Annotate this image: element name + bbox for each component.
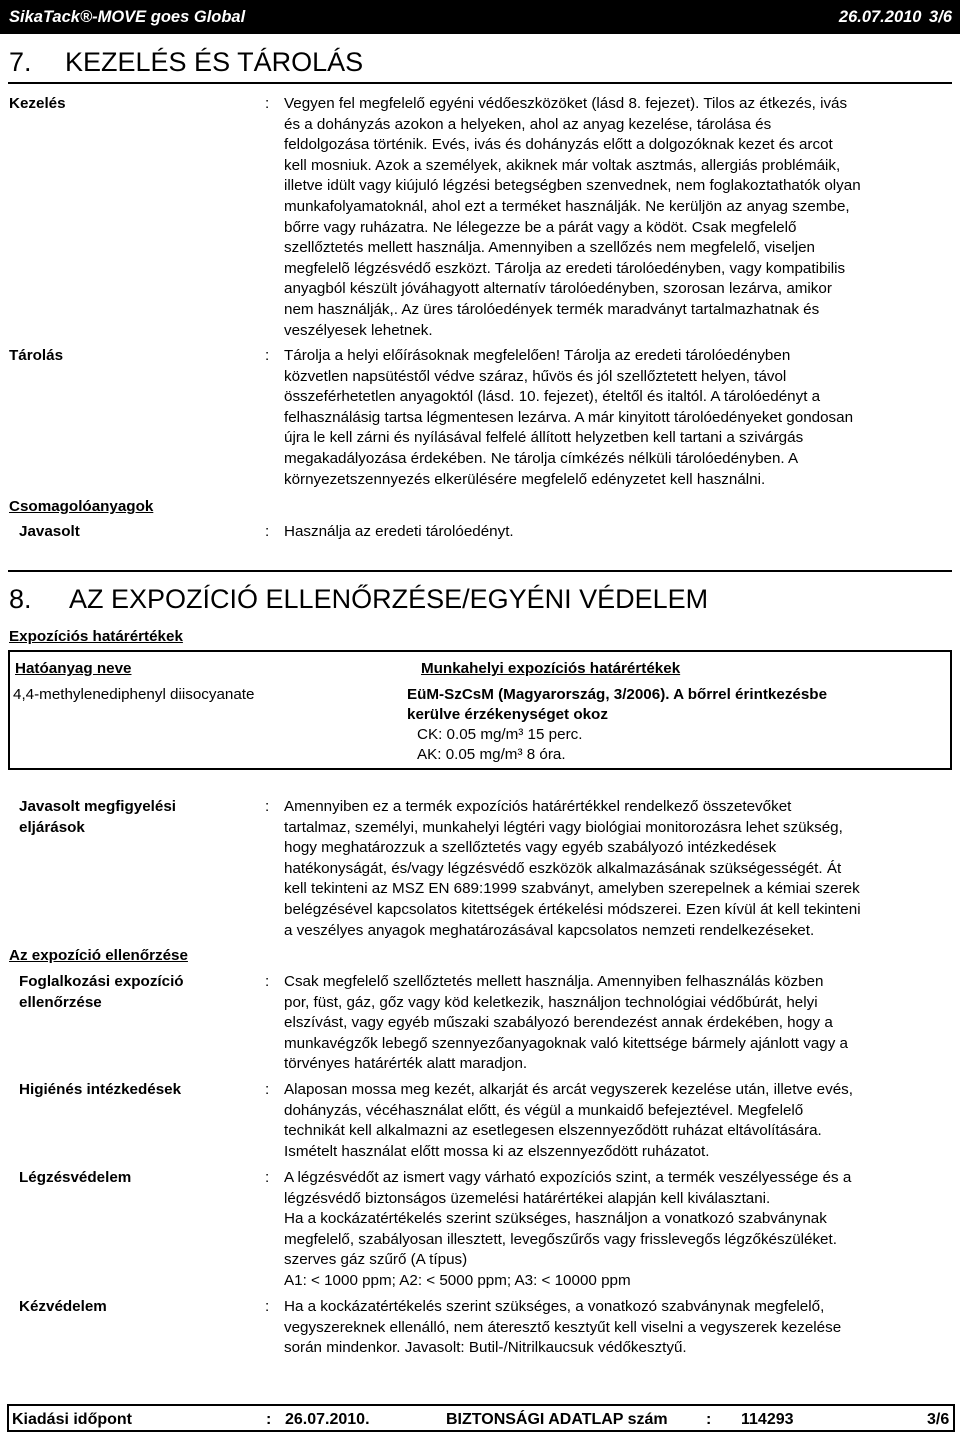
- control-heading: Az expozíció ellenőrzése: [9, 947, 188, 964]
- section-7-number: 7.: [9, 47, 32, 77]
- javasolt-colon: :: [265, 523, 270, 540]
- document-footer: [7, 1404, 955, 1432]
- sheet-number-label: BIZTONSÁGI ADATLAP szám: [446, 1411, 668, 1428]
- monitoring-colon: :: [265, 798, 270, 815]
- sheet-number-colon: :: [706, 1411, 712, 1428]
- javasolt-label: Javasolt: [19, 523, 80, 540]
- section-7-title: KEZELÉS ÉS TÁROLÁS: [65, 47, 364, 77]
- occupational-label: Foglalkozási expozíció ellenőrzése: [19, 973, 184, 1011]
- issue-date-label: Kiadási időpont: [12, 1411, 132, 1428]
- issue-date-colon: :: [266, 1411, 272, 1428]
- section-7-rule: [8, 82, 952, 84]
- csomagolo-label: Csomagolóanyagok: [9, 498, 154, 515]
- footer-page-number: 3/6: [927, 1411, 950, 1428]
- respiratory-text: A légzésvédőt az ismert vagy várható expozíciós szint, a termék veszélyessége és a légzésvédő biztonságos üzemelési határértékei alapján kell kiválasztani. Ha a kockázatértékelés szerint szükséges, használjon a vonatkozó szabványnak megfelelő, szabályosan illesztett, levegőszűrős vagy frisslevegős légzőkészüléket. szerves gáz szűrő (A típus) A1: < 1000 ppm; A2: < 5000 ppm; A3: < 10000 ppm: [284, 1169, 852, 1289]
- hygiene-colon: :: [265, 1081, 270, 1098]
- kezeles-label: Kezelés: [9, 95, 66, 112]
- hand-label: Kézvédelem: [19, 1298, 107, 1315]
- tarolas-label: Tárolás: [9, 347, 64, 364]
- section-8-rule: [8, 570, 952, 572]
- issue-date-value: 26.07.2010.: [285, 1411, 370, 1428]
- hand-colon: :: [265, 1298, 270, 1315]
- hygiene-label: Higiénés intézkedések: [19, 1081, 182, 1098]
- col-substance-header: Hatóanyag neve: [15, 660, 132, 677]
- header-date-page: 26.07.2010 3/6: [838, 8, 952, 26]
- col-limits-header: Munkahelyi expozíciós határértékek: [421, 660, 681, 677]
- tarolas-text: Tárolja a helyi előírásoknak megfelelően! Tárolja az eredeti tárolóedényben közvetlen napsütéstől védve száraz, hűvös és jól szellőztetett helyen, távol összeférhetetlen anyagoktól (lásd. 10. fejezet), ételtől és italtól. A tárolóedényt a felhasználásig tartsa légmentesen lezárva. A már kinyitott tárolóedényeket gondosan újra le kell zárni és nyílásával felfelé állított helyzetben kell tartani a szivárgás megakadályozása érdekében. Ne tárolja címkézés nélküli tárolóedényben. A környezetszennyezés elkerülésére megfelelő edényzetet kell használni.: [284, 347, 854, 488]
- section-8-number: 8.: [9, 584, 32, 614]
- limit-regulation: EüM-SzCsM (Magyarország, 3/2006). A bőrrel érintkezésbe: [407, 686, 828, 703]
- limit-ak: AK: 0.05 mg/m³ 8 óra.: [417, 746, 566, 763]
- respiratory-colon: :: [265, 1169, 270, 1186]
- section-7-heading: [9, 46, 363, 78]
- exposure-limits-table: [8, 650, 952, 770]
- hand-text: Ha a kockázatértékelés szerint szükséges, a vonatkozó szabványnak megfelelő, vegyszereknek ellenálló, nem áteresztő kesztyűt kell viselni a vegyszerek kezelése során mindenkor. Javasolt: Butil-/Nitrilkaucsuk védőkesztyű.: [284, 1298, 842, 1357]
- tarolas-colon: :: [265, 347, 270, 364]
- kezeles-text: Vegyen fel megfelelő egyéni védőeszközöket (lásd 8. fejezet). Tilos az étkezés, ivás és a dohányzás azokon a helyeken, ahol az anyag kezelése, tárolása és feldolgozása történik. Evés, ivás és dohányzás előtt a dolgozóknak kezet és arcot kell mosniuk. Azok a személyek, akiknek már voltak asztmás, allergiás problémáik, illetve idült vagy kiújuló légzési betegségben szenvednek, nem foglakoztathatók olyan munkafolyamatoknál, ahol ezt a terméket használják. Ne kerüljön az anyag szembe, bőrre vagy ruházatra. Ne lélegezze be a párát vagy a ködöt. Csak megfelelő szellőztetés mellett használja. Amennyiben a szellőzés nem megfelelő, viseljen megfelelõ légzésvédő eszközt. Tárolja az eredeti tárolóedényben, vagy kompatibilis anyagból készült jóváhagyott alternatív tárolóedényben, szorosan lezárva, amikor nem használják,. Az üres tárolóedények termék maradványt tartalmazhatnak és veszélyesek lehetnek.: [284, 95, 861, 339]
- occupational-colon: :: [265, 973, 270, 990]
- product-title: SikaTack®-MOVE goes Global: [9, 8, 246, 26]
- occupational-text: Csak megfelelő szellőztetés mellett használja. Amennyiben felhasználás közben por, füst, gáz, gőz vagy köd keletkezik, használjon technológiai védőbúrát, helyi elszívást, vagy egyéb műszaki szabályozó berendezést annak érdekében, hogy a munkavégzők lebegő szennyezőanyagoknak való kitettsége bármely ajánlott vagy a törvényes határérték alatt maradjon.: [284, 973, 848, 1073]
- limit-sensitization: kerülve érzékenységet okoz: [407, 706, 608, 723]
- hygiene-text: Alaposan mossa meg kezét, alkarját és arcát vegyszerek kezelése után, illetve evés, dohányzás, vécéhasználat előtt, és végül a munkaidő befejeztével. Megfelelő technikát kell alkalmazni az esetlegesen elszennyeződött ruházat eltávolítására. Ismételt használat előtt mossa ki az elszennyeződött ruházatot.: [284, 1081, 853, 1160]
- monitoring-label: Javasolt megfigyelési eljárások: [19, 798, 177, 836]
- substance-name: 4,4-methylenediphenyl diisocyanate: [13, 686, 255, 703]
- javasolt-text: Használja az eredeti tárolóedényt.: [284, 523, 514, 540]
- sheet-number-value: 114293: [741, 1411, 794, 1428]
- document-header: [0, 0, 960, 34]
- limits-heading: Expozíciós határértékek: [9, 628, 183, 645]
- limit-ck: CK: 0.05 mg/m³ 15 perc.: [417, 726, 583, 743]
- kezeles-colon: :: [265, 95, 270, 112]
- respiratory-label: Légzésvédelem: [19, 1169, 132, 1186]
- monitoring-text: Amennyiben ez a termék expozíciós határértékkel rendelkező összetevőket tartalmaz, személyi, munkahelyi légtéri vagy biológiai monitorozásra lehet szükség, hogy meghatározzuk a szellőztetés vagy egyéb szabályozó intézkedések hatékonyságát, és/vagy légzésvédő eszközök alkalmazásának szükségességét. Át kell tekinteni az MSZ EN 689:1999 szabványt, amelyben szerepelnek a kémiai szerek belégzésével kapcsolatos kitettségek értékelési módszerei. Ezen kívül át kell tekinteni a veszélyes anyagok meghatározásával kapcsolatos nemzeti rendelkezéseket.: [284, 798, 861, 939]
- section-8-heading: [9, 582, 708, 616]
- section-8-title: AZ EXPOZÍCIÓ ELLENŐRZÉSE/EGYÉNI VÉDELEM: [69, 584, 709, 614]
